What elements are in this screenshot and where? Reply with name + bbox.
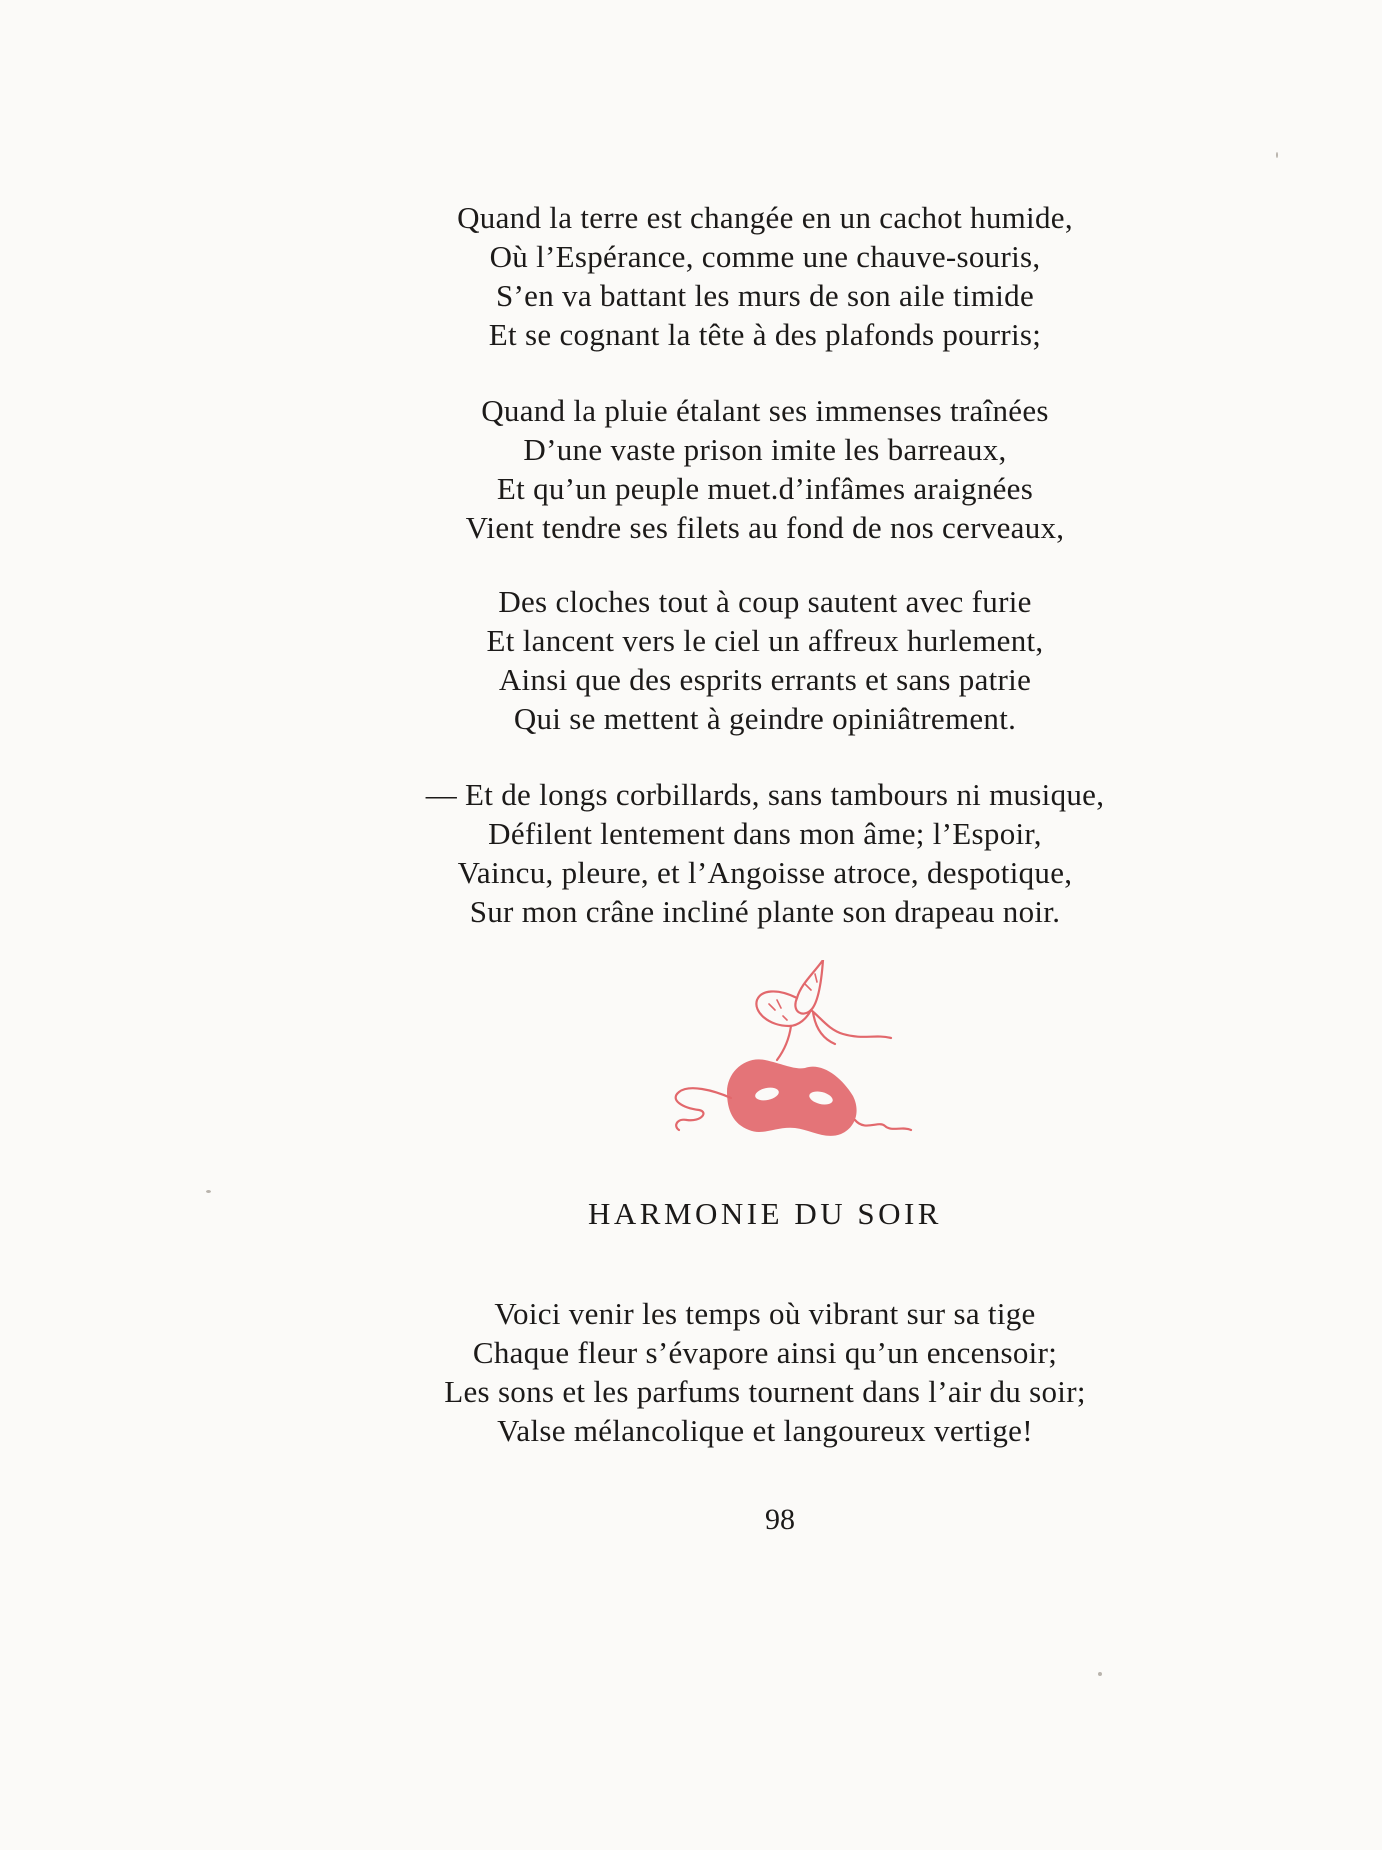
page-number: 98 — [765, 1503, 795, 1536]
verse-line: — Et de longs corbillards, sans tambours ni musique, — [425, 777, 1105, 812]
verse-line: Chaque fleur s’évapore ainsi qu’un encensoir; — [472, 1335, 1058, 1370]
verse-line: Valse mélancolique et langoureux vertige! — [497, 1413, 1033, 1448]
paper-speck — [1098, 1672, 1102, 1676]
verse-line: Et lancent vers le ciel un affreux hurlement, — [486, 623, 1044, 658]
verse-line: D’une vaste prison imite les barreaux, — [523, 432, 1007, 467]
verse-line: Vaincu, pleure, et l’Angoisse atroce, despotique, — [457, 855, 1073, 890]
stanza-harmonie-1 — [350, 1294, 1180, 1450]
stanza-4 — [350, 775, 1180, 931]
poem-title: HARMONIE DU SOIR — [588, 1196, 942, 1231]
verse-line: Ainsi que des esprits errants et sans patrie — [498, 662, 1032, 697]
verse-line: Les sons et les parfums tournent dans l’air du soir; — [444, 1374, 1086, 1409]
stanza-1 — [350, 198, 1180, 354]
mask-and-butterfly-icon — [665, 960, 925, 1140]
paper-speck — [1276, 152, 1278, 158]
verse-line: Sur mon crâne incliné plante son drapeau noir. — [469, 894, 1061, 929]
paper-speck — [206, 1190, 211, 1193]
verse-line: Et qu’un peuple muet.d’infâmes araignées — [496, 471, 1034, 506]
verse-line: Quand la pluie étalant ses immenses traînées — [481, 393, 1049, 428]
verse-line: Où l’Espérance, comme une chauve-souris, — [489, 239, 1041, 274]
verse-line: Vient tendre ses filets au fond de nos cerveaux, — [465, 510, 1065, 545]
verse-line: Et se cognant la tête à des plafonds pourris; — [488, 317, 1042, 352]
verse-line: Quand la terre est changée en un cachot humide, — [457, 200, 1073, 235]
stanza-2 — [350, 391, 1180, 547]
verse-line: Défilent lentement dans mon âme; l’Espoir, — [488, 816, 1042, 851]
verse-line: Qui se mettent à geindre opiniâtrement. — [513, 701, 1017, 736]
verse-line: Voici venir les temps où vibrant sur sa tige — [494, 1296, 1036, 1331]
verse-line: Des cloches tout à coup sautent avec furie — [498, 584, 1032, 619]
verse-line: S’en va battant les murs de son aile timide — [495, 278, 1035, 313]
stanza-3 — [350, 582, 1180, 738]
